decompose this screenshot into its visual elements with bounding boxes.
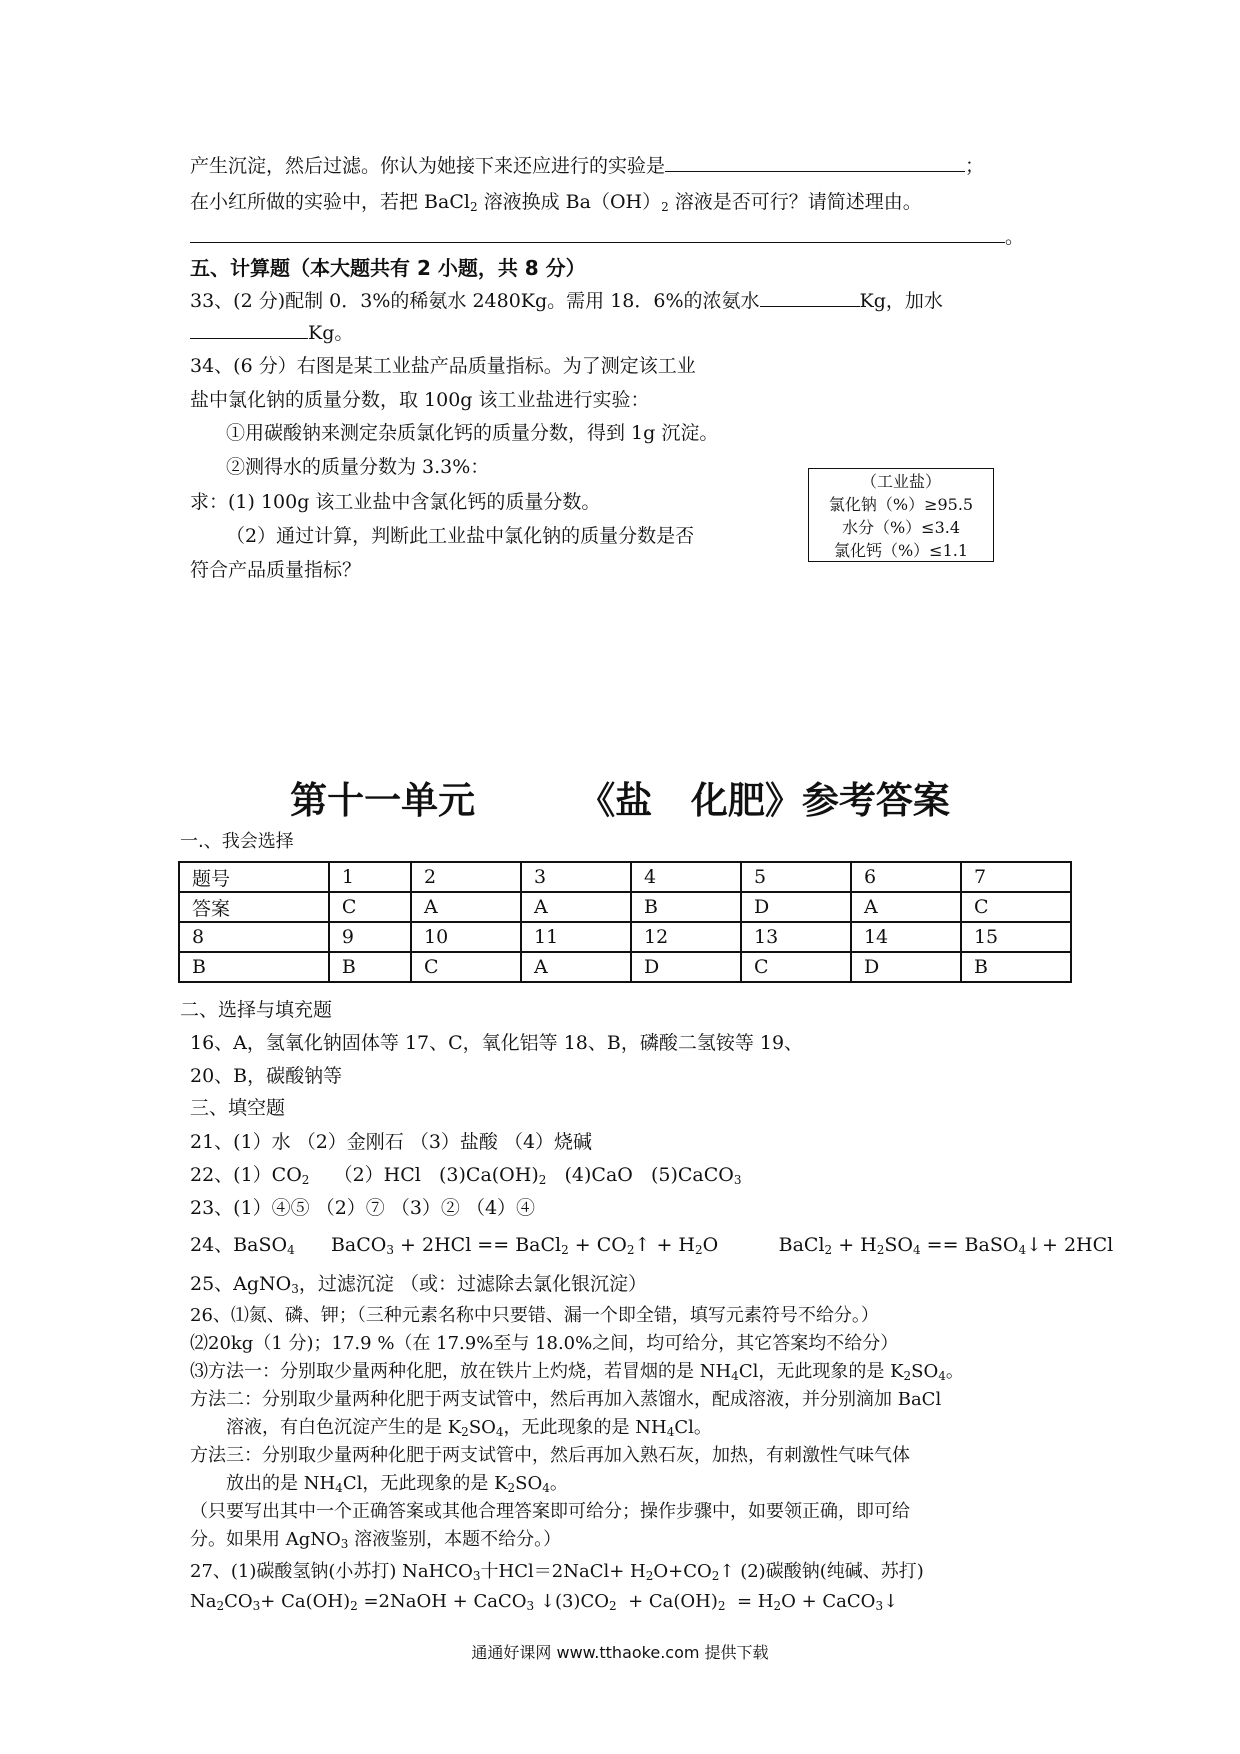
table-cell: 11 <box>521 922 631 952</box>
salt-box-water: 水分（%）≤3.4 <box>841 518 961 537</box>
table-cell: C <box>329 892 411 922</box>
table-cell: D <box>631 952 741 982</box>
page-footer: 通通好课网 www.tthaoke.com 提供下载 <box>471 1643 769 1662</box>
answer-23: 23、(1）④⑤ （2）⑦ （3）② （4）④ <box>190 1197 536 1219</box>
answer-27-line1: 27、(1)碳酸氢钠(小苏打) NaHCO$_3$十HCl＝2NaCl+ $H_2O+CO_2↑$ (2)碳酸钠(纯碱、苏打) <box>190 1561 924 1583</box>
table-row <box>179 892 1071 922</box>
answer-21: 21、(1）水 （2）金刚石 （3）盐酸 （4）烧碱 <box>190 1131 593 1153</box>
salt-box-nacl: 氯化钠（%）≥95.5 <box>828 495 974 514</box>
table-cell: 15 <box>961 922 1071 952</box>
table-cell: 4 <box>631 862 741 892</box>
q32-line2: 在小红所做的实验中，若把 BaCl$_2$ 溶液换成 $Ba(OH)_2$ 溶液是否可行？请简述理由。 <box>190 191 922 214</box>
table-cell: 10 <box>411 922 521 952</box>
table-cell: 7 <box>961 862 1071 892</box>
table-cell: C <box>741 952 851 982</box>
table-cell: 答案 <box>179 892 329 922</box>
salt-box-cacl2: 氯化钙（%）≤1.1 <box>833 541 969 560</box>
answer-26-line3: ⑶方法一：分别取少量两种化肥，放在铁片上灼烧，若冒烟的是 $NH_4Cl$，无此现象的是 $K_2SO_4$。 <box>190 1361 964 1383</box>
answer-blank[interactable] <box>665 153 965 172</box>
answers-title: 第十一单元 《盐 化肥》参考答案 <box>290 779 950 822</box>
answer-22: 22、$(1)CO_2$ （2）HCl $(3)Ca(OH)_2$ (4)CaO (5)CaCO$_3$ <box>190 1164 742 1187</box>
table-cell: D <box>741 892 851 922</box>
table-cell: A <box>521 952 631 982</box>
table-cell: 2 <box>411 862 521 892</box>
answer-26-line6: 方法三：分别取少量两种化肥于两支试管中，然后再加入熟石灰，加热，有刺激性气味气体 <box>190 1445 910 1466</box>
table-cell: C <box>961 892 1071 922</box>
table-cell: B <box>179 952 329 982</box>
q34-line5: 求：(1) 100g 该工业盐中含氯化钙的质量分数。 <box>190 491 601 513</box>
table-cell: 3 <box>521 862 631 892</box>
q34-line7: 符合产品质量指标？ <box>190 559 362 581</box>
answer-20: 20、B，碳酸钠等 <box>190 1065 343 1087</box>
q34-line3: ①用碳酸钠来测定杂质氯化钙的质量分数，得到 1g 沉淀。 <box>226 422 719 444</box>
answer-blank[interactable] <box>190 320 308 339</box>
q33: 33、(2 分)配制 0．3%的稀氨水 2480Kg。需用 18．6%的浓氨水 Kg，加水 <box>190 290 943 312</box>
answer-26-line4: 方法二：分别取少量两种化肥于两支试管中，然后再加入蒸馏水，配成溶液，并分别滴加 BaCl <box>190 1389 942 1410</box>
answer-24: 24、BaSO$_4$ BaCO$_3$ + 2HCl == BaCl$_2$ + $CO_2↑ + H_2O$ BaCl$_2$ + $H_2SO_4$ == BaSO$_4$↓+ 2HCl <box>190 1234 1114 1257</box>
q34-line2: 盐中氯化钠的质量分数，取 100g 该工业盐进行实验： <box>190 389 650 411</box>
section5-heading: 五、计算题（本大题共有 2 小题，共 8 分） <box>190 256 586 280</box>
table-cell: B <box>961 952 1071 982</box>
q34-line6: （2）通过计算，判断此工业盐中氯化钠的质量分数是否 <box>226 525 695 547</box>
table-cell: 12 <box>631 922 741 952</box>
table-cell: 13 <box>741 922 851 952</box>
table-cell: B <box>631 892 741 922</box>
answer-16-19: 16、A，氢氧化钠固体等 17、C，氧化铝等 18、B，磷酸二氢铵等 19、 <box>190 1032 804 1054</box>
q34-line4: ②测得水的质量分数为 3.3%： <box>226 456 490 478</box>
table-cell: 14 <box>851 922 961 952</box>
table-cell: A <box>851 892 961 922</box>
table-cell: 6 <box>851 862 961 892</box>
answer-26-line8: （只要写出其中一个正确答案或其他合理答案即可给分；操作步骤中，如要领正确，即可给 <box>190 1501 910 1522</box>
answer-table <box>178 861 1072 983</box>
table-cell: A <box>521 892 631 922</box>
answer-26-line9: 分。如果用 AgNO$_3$ 溶液鉴别，本题不给分。） <box>190 1529 562 1551</box>
table-row <box>179 922 1071 952</box>
table-cell: 8 <box>179 922 329 952</box>
table-row <box>179 952 1071 982</box>
answer-blank[interactable] <box>190 224 1005 243</box>
salt-box-title: （工业盐） <box>860 472 941 491</box>
industrial-salt-spec-box <box>808 468 994 562</box>
answer-26-line5: 溶液，有白色沉淀产生的是 $K_2SO_4$，无此现象的是 $NH_4Cl$。 <box>226 1417 712 1439</box>
answer-26-line2: ⑵20kg（1 分)；17.9 %（在 17.9%至与 18.0%之间，均可给分，其它答案均不给分） <box>190 1333 899 1354</box>
table-cell: 9 <box>329 922 411 952</box>
q34-line1: 34、(6 分）右图是某工业盐产品质量指标。为了测定该工业 <box>190 355 696 377</box>
part3-heading: 三、填空题 <box>190 1097 286 1119</box>
answer-27-line2: $Na_2CO_3+ Ca(OH)_2$ =2NaOH + CaCO$_3$ $↓(3)CO_2 + Ca(OH)_2 = H_2O$ + CaCO$_3$↓ <box>190 1591 899 1613</box>
table-cell: 1 <box>329 862 411 892</box>
table-row <box>179 862 1071 892</box>
answer-26-line7: 放出的是 $NH_4Cl$，无此现象的是 $K_2SO_4$。 <box>226 1473 568 1495</box>
part1-heading: 一.、我会选择 <box>180 831 294 852</box>
table-cell: A <box>411 892 521 922</box>
table-cell: 5 <box>741 862 851 892</box>
part2-heading: 二、选择与填充题 <box>180 999 333 1021</box>
table-cell: B <box>329 952 411 982</box>
answer-26-line1: 26、⑴氮、磷、钾；（三种元素名称中只要错、漏一个即全错，填写元素符号不给分。） <box>190 1305 879 1326</box>
table-cell: D <box>851 952 961 982</box>
q32-line1: 产生沉淀，然后过滤。你认为她接下来还应进行的实验是 ； <box>190 155 985 177</box>
answer-25: 25、AgNO$_3$，过滤沉淀 （或：过滤除去氯化银沉淀） <box>190 1273 647 1296</box>
q32-line3: 。 <box>190 224 1024 249</box>
table-cell: C <box>411 952 521 982</box>
q33-line2: Kg。 <box>190 320 353 345</box>
answer-blank[interactable] <box>760 288 860 307</box>
table-cell: 题号 <box>179 862 329 892</box>
